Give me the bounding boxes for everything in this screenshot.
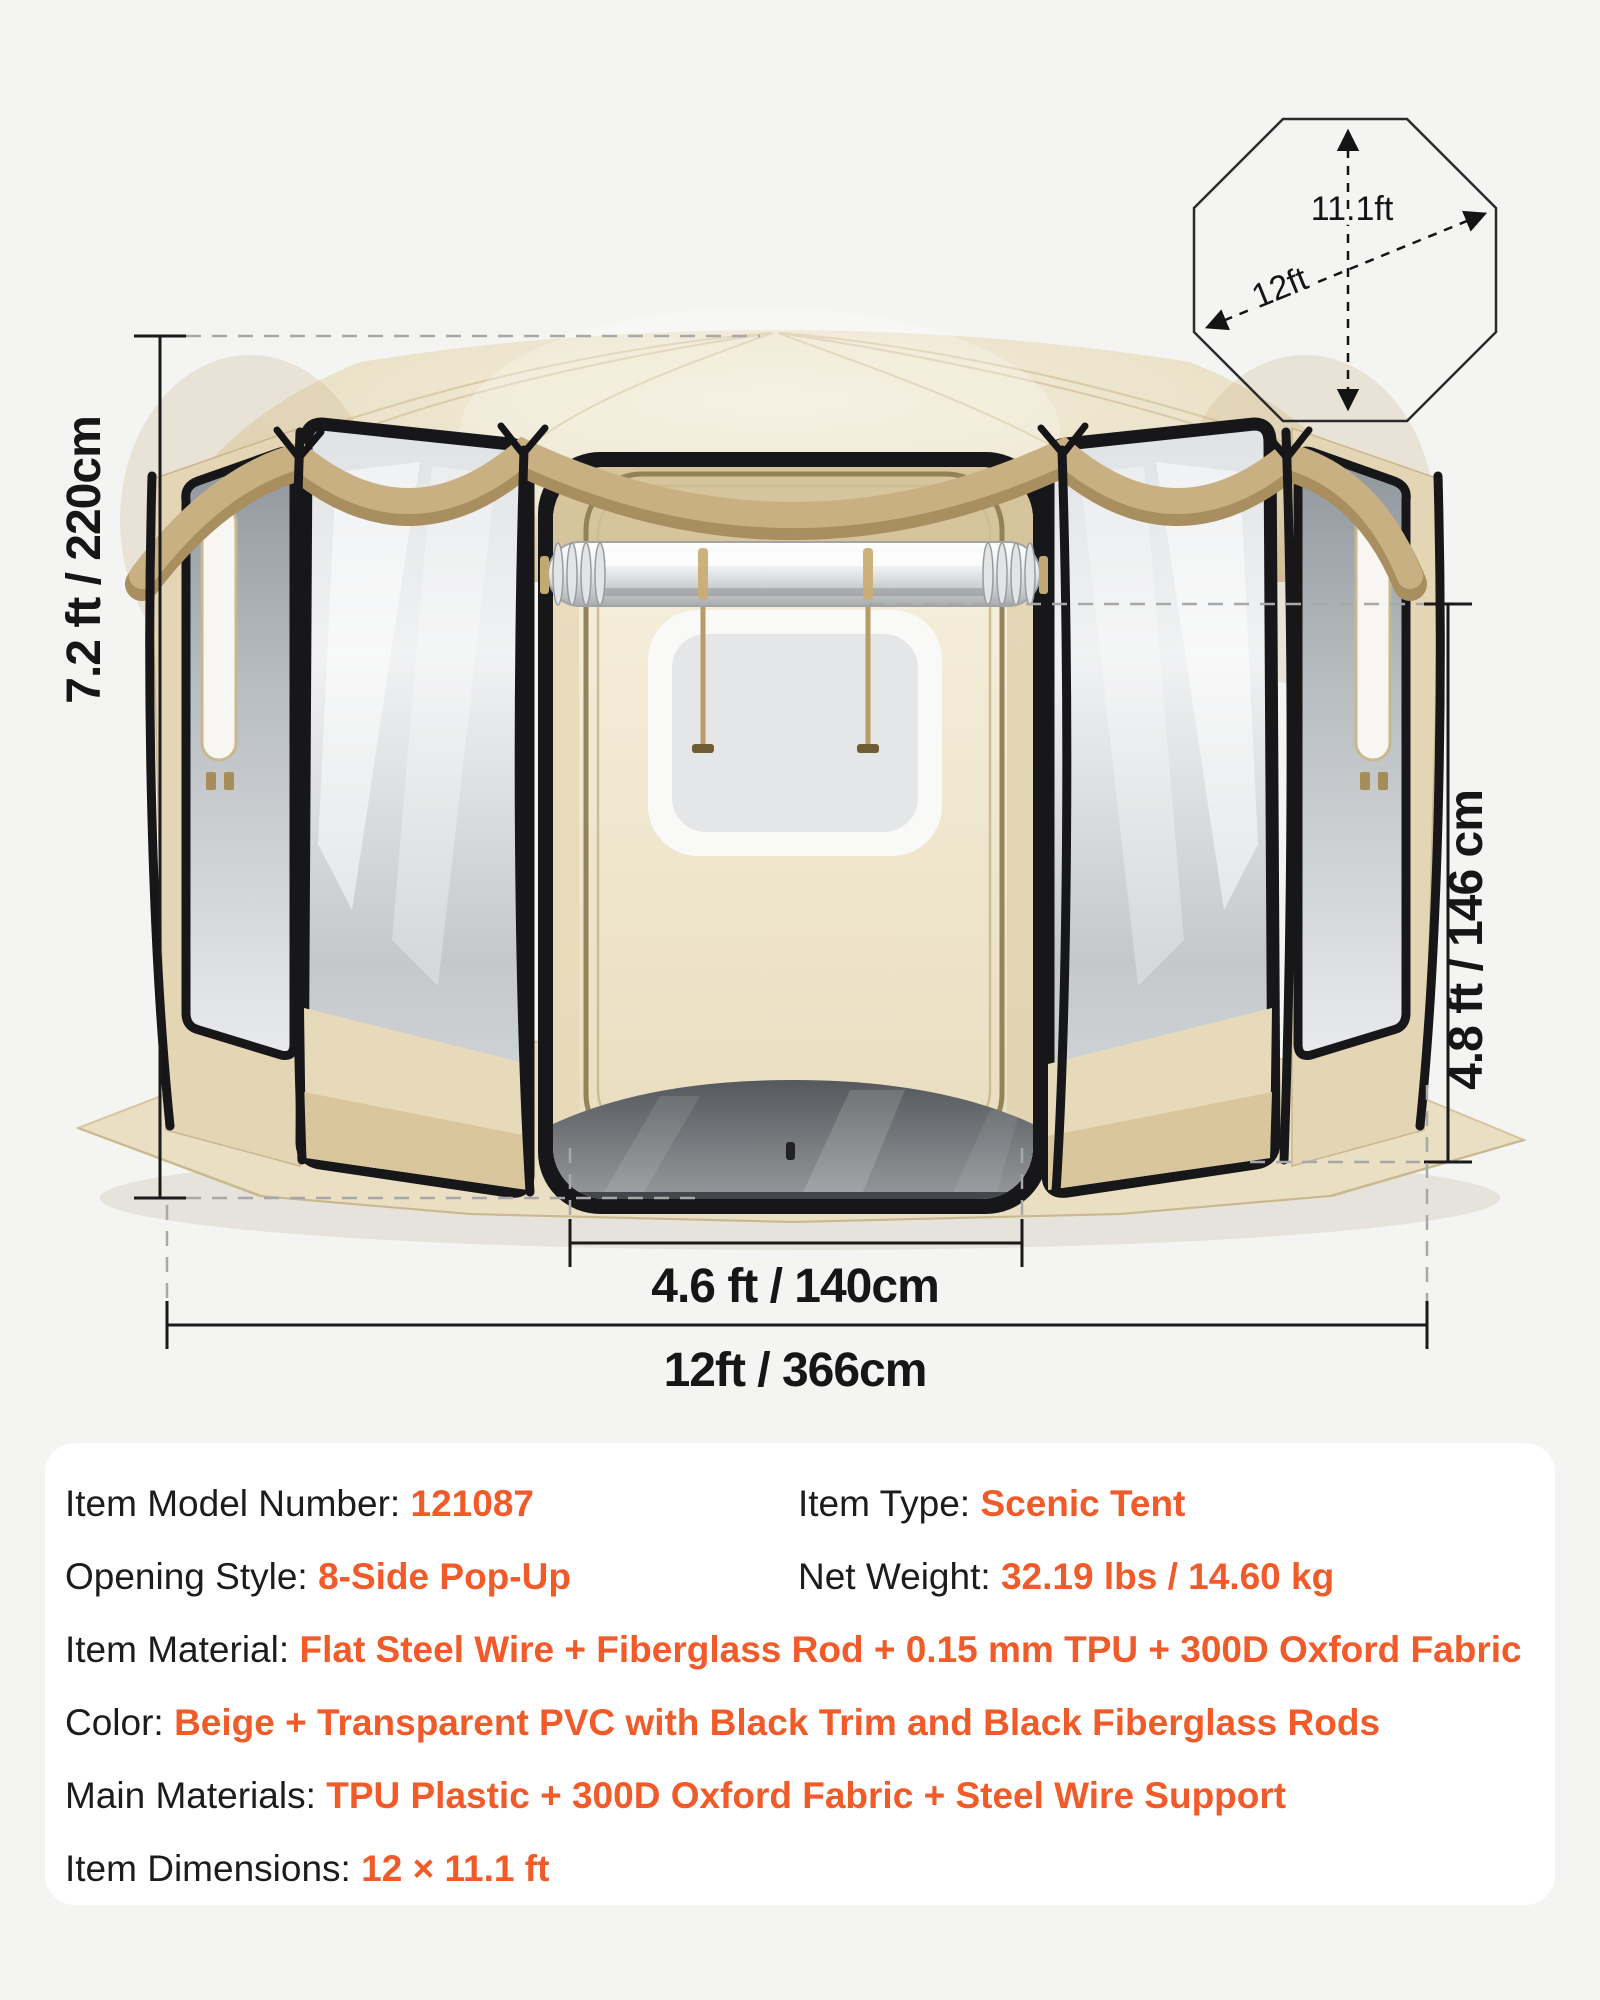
spec-value: Scenic Tent <box>980 1482 1186 1524</box>
spec-main-materials <box>65 1775 1286 1817</box>
spec-card <box>45 1443 1555 1905</box>
spec-label: Item Dimensions: <box>65 1847 351 1889</box>
base-width-label: 12ft / 366cm <box>663 1344 927 1397</box>
spec-row <box>65 1686 1535 1759</box>
dimension-base-width <box>167 1301 1427 1397</box>
spec-value: 32.19 lbs / 14.60 kg <box>1000 1555 1335 1597</box>
panel-height-label: 4.8 ft / 146 cm <box>1440 790 1493 1090</box>
door-width-label: 4.6 ft / 140cm <box>651 1260 939 1313</box>
total-height-label: 7.2 ft / 220cm <box>58 416 111 704</box>
spec-label: Item Model Number: <box>65 1482 401 1524</box>
spec-value: 12 × 11.1 ft <box>361 1847 550 1889</box>
spec-label: Opening Style: <box>65 1555 308 1597</box>
octagon-vertical-dimension-label: 11.1ft <box>1310 190 1394 228</box>
spec-label: Color: <box>65 1701 164 1743</box>
spec-value: 8-Side Pop-Up <box>318 1555 571 1597</box>
spec-row <box>65 1832 1535 1905</box>
spec-opening-style <box>65 1556 798 1598</box>
rolled-up-door <box>540 542 1048 606</box>
spec-item-dimensions <box>65 1848 549 1890</box>
spec-item-type <box>798 1483 1185 1525</box>
tent-left-window-panel <box>302 424 528 1191</box>
spec-label: Main Materials: <box>65 1774 316 1816</box>
spec-item-material <box>65 1629 1522 1671</box>
spec-row <box>65 1759 1535 1832</box>
spec-label: Item Material: <box>65 1628 290 1670</box>
spec-color <box>65 1702 1380 1744</box>
spec-net-weight <box>798 1556 1334 1598</box>
spec-label: Net Weight: <box>798 1555 991 1597</box>
spec-value: Beige + Transparent PVC with Black Trim and Black Fiberglass Rods <box>174 1701 1381 1743</box>
spec-label: Item Type: <box>798 1482 971 1524</box>
octagon-diagonal-dimension-label: 12ft <box>1246 259 1314 317</box>
spec-value: Flat Steel Wire + Fiberglass Rod + 0.15 mm TPU + 300D Oxford Fabric <box>299 1628 1522 1670</box>
spec-row <box>65 1613 1535 1686</box>
spec-row <box>65 1540 1535 1613</box>
spec-value: 121087 <box>410 1482 534 1524</box>
spec-item-model-number <box>65 1483 798 1525</box>
spec-value: TPU Plastic + 300D Oxford Fabric + Steel Wire Support <box>326 1774 1287 1816</box>
left-window-slot <box>202 505 236 760</box>
tent-illustration <box>78 307 1524 1250</box>
spec-row <box>65 1467 1535 1540</box>
tent-right-window-panel <box>1048 424 1274 1191</box>
